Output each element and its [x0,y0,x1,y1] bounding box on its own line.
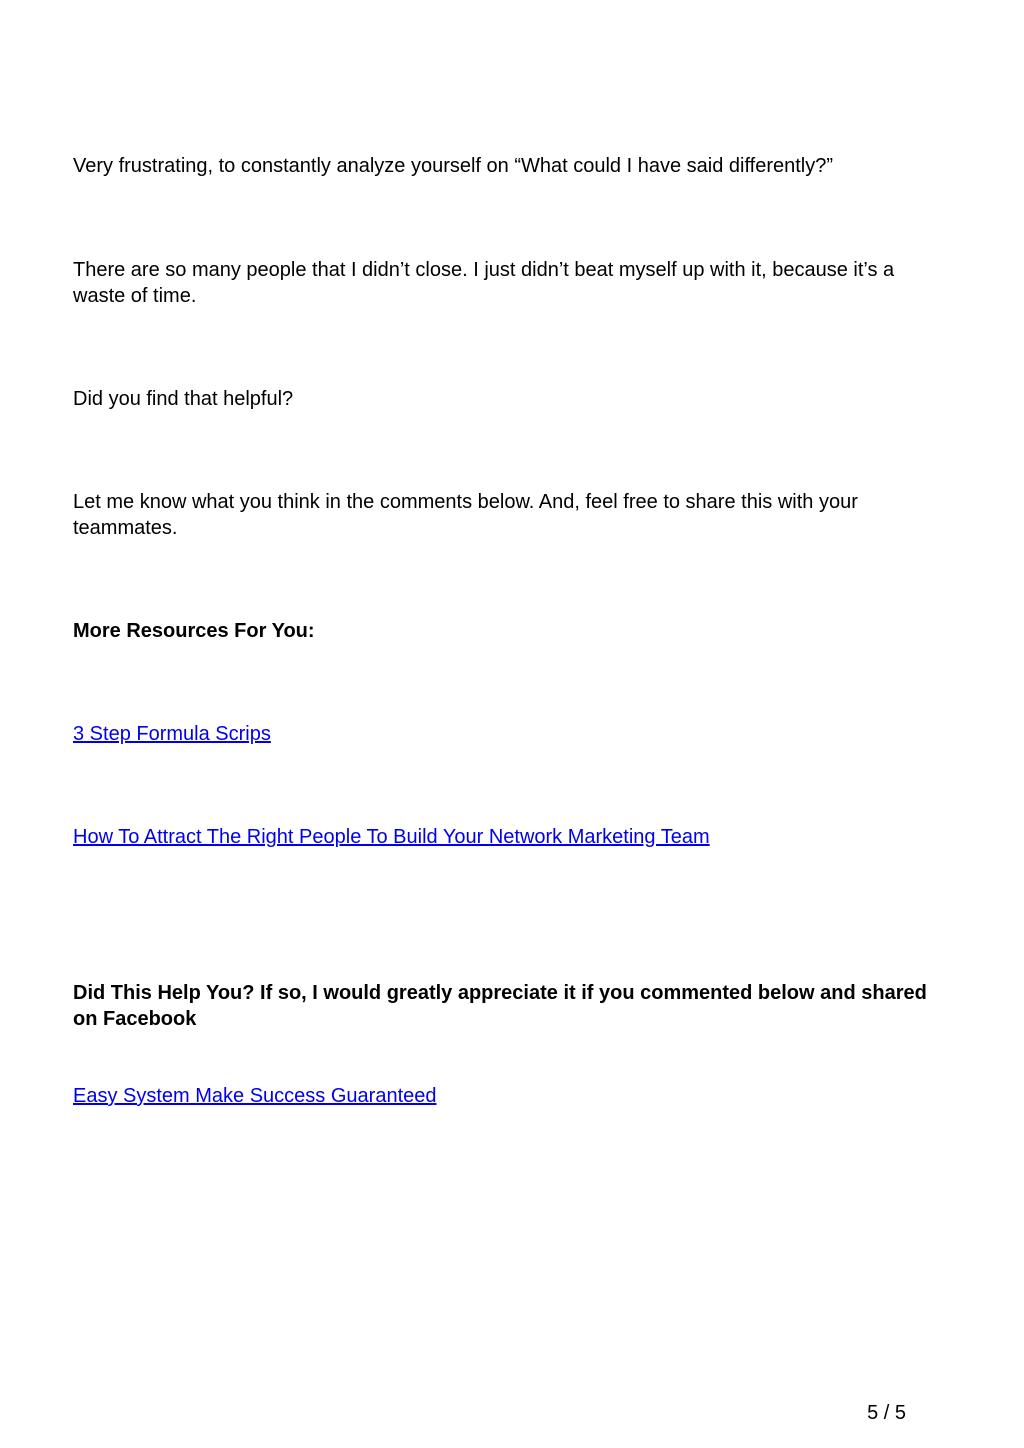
resource-link-item [73,721,943,747]
page-number: 5 / 5 [867,1402,906,1424]
resources-heading: More Resources For You: [73,620,315,642]
paragraph-helpful-question: Did you find that helpful? [73,388,294,410]
paragraph-frustrating: Very frustrating, to constantly analyze yourself on “What could I have said differently?” [73,155,834,177]
paragraph-didnt-close: There are so many people that I didn’t close. I just didn’t beat myself up with it, because it’s a waste of time. [73,259,895,307]
cta-heading: Did This Help You? If so, I would greatly appreciate it if you commented below and shared on Facebook [73,982,927,1030]
paragraph-comments-request: Let me know what you think in the comments below. And, feel free to share this with your teammates. [73,491,858,539]
cta-link-item [73,1083,943,1109]
link-attract-right-people[interactable]: How To Attract The Right People To Build Your Network Marketing Team [73,826,710,848]
link-easy-system[interactable]: Easy System Make Success Guaranteed [73,1085,437,1107]
resource-link-item [73,824,943,850]
link-3-step-formula-scrips[interactable]: 3 Step Formula Scrips [73,723,271,745]
